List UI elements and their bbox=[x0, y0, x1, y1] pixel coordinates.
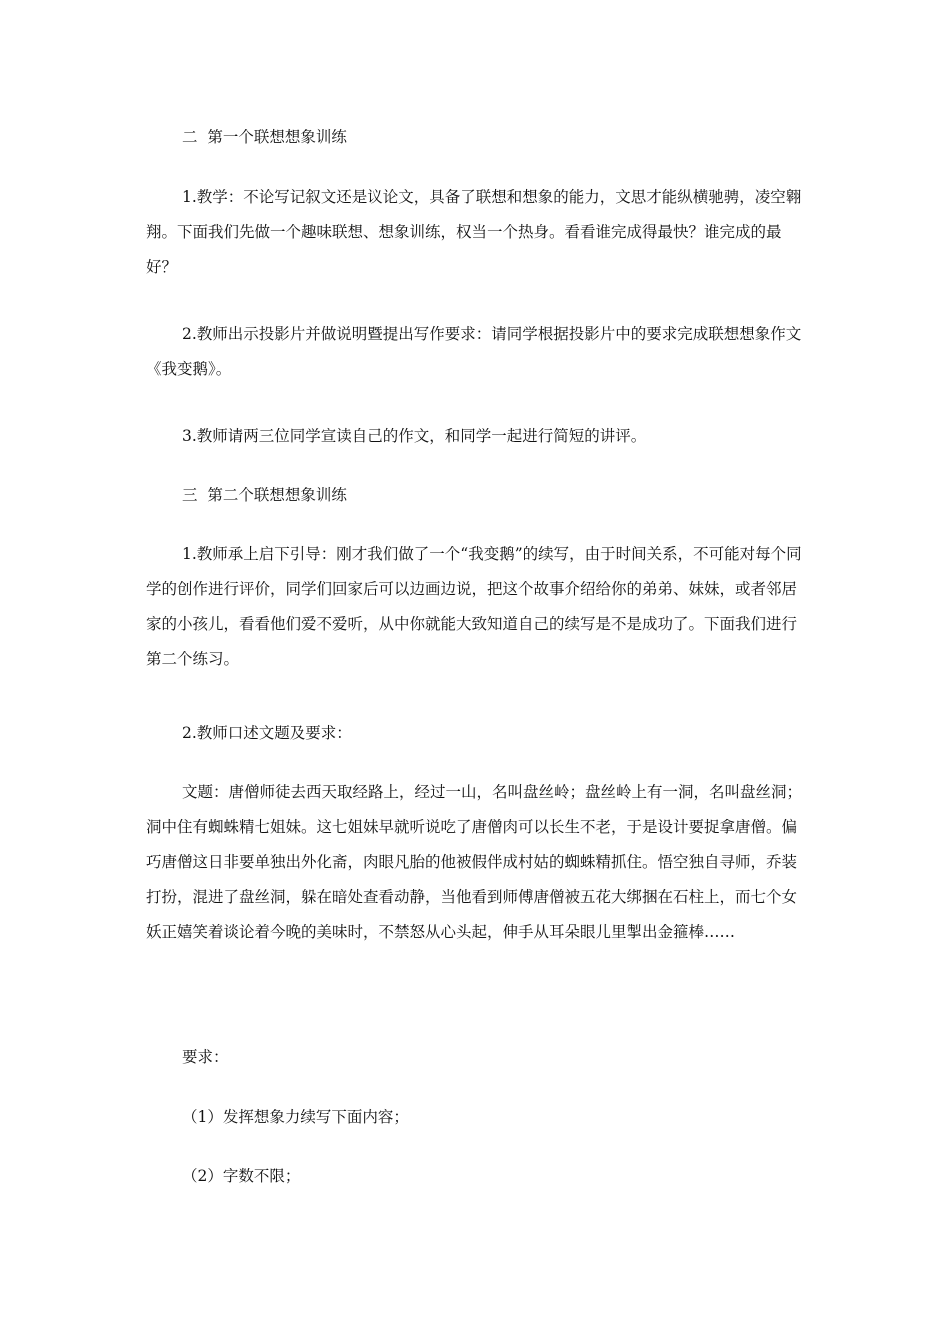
paragraph-oral-topic: 2.教师口述文题及要求： bbox=[182, 724, 352, 742]
paragraph-guidance: 1.教师承上启下引导：刚才我们做了一个“我变鹅”的续写，由于时间关系，不可能对每个同学的创作进行评价，同学们回家后可以边画边说，把这个故事介绍给你的弟弟、妹妹，或者邻居家的小孩儿，看看他们爱不爱听，从中你就能大致知道自己的续写是不是成功了。下面我们进行第二个练习。 bbox=[146, 545, 802, 668]
paragraph-teaching: 1.教学：不论写记叙文还是议论文，具备了联想和想象的能力，文思才能纵横驰骋，凌空翱翔。下面我们先做一个趣味联想、想象训练，权当一个热身。看看谁完成得最快？谁完成的最好？ bbox=[146, 188, 802, 276]
section-heading-2: 二 第一个联想想象训练 bbox=[182, 128, 347, 146]
paragraph-projection: 2.教师出示投影片并做说明暨提出写作要求：请同学根据投影片中的要求完成联想想象作文《我变鹅》。 bbox=[146, 325, 802, 378]
requirement-item-1: （1）发挥想象力续写下面内容； bbox=[182, 1108, 409, 1126]
requirement-item-2: （2）字数不限； bbox=[182, 1167, 301, 1185]
section-heading-3: 三 第二个联想想象训练 bbox=[182, 486, 347, 504]
paragraph-reading: 3.教师请两三位同学宣读自己的作文，和同学一起进行简短的讲评。 bbox=[182, 427, 647, 445]
paragraph-requirements: 要求： bbox=[182, 1048, 229, 1066]
paragraph-topic-text: 文题：唐僧师徒去西天取经路上，经过一山，名叫盘丝岭；盘丝岭上有一洞，名叫盘丝洞；洞中住有蜘蛛精七姐妹。这七姐妹早就听说吃了唐僧肉可以长生不老，于是设计要捉拿唐僧。偏巧唐僧这日非要单独出外化斋，肉眼凡胎的他被假伴成村姑的蜘蛛精抓住。悟空独自寻师，乔装打扮，混进了盘丝洞，躲在暗处查看动静，当他看到师傅唐僧被五花大绑捆在石柱上，而七个女妖正嬉笑着谈论着今晚的美味时，不禁怒从心头起，伸手从耳朵眼儿里掣出金箍棒…… bbox=[146, 783, 803, 941]
